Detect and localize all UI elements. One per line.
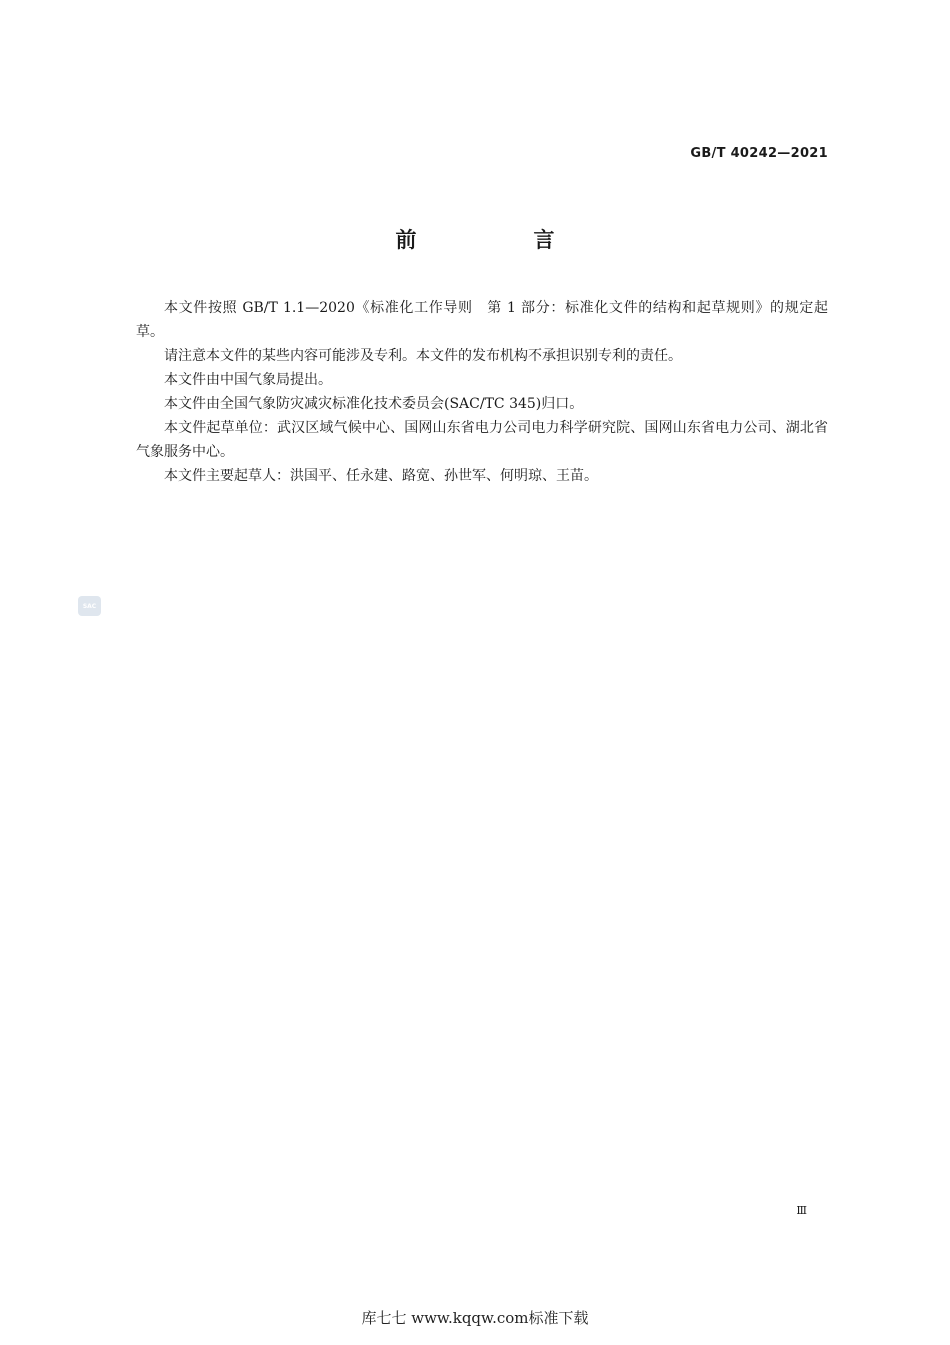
standard-code: GB/T 40242—2021	[690, 146, 828, 161]
sac-logo-watermark: SAC	[78, 596, 101, 616]
page-title: 前 言	[395, 228, 603, 252]
paragraph-drafting-units: 本文件起草单位：武汉区域气候中心、国网山东省电力公司电力科学研究院、国网山东省电力公司、湖北省气象服务中心。	[136, 420, 828, 460]
paragraph-proposer: 本文件由中国气象局提出。	[164, 372, 332, 388]
foreword-body	[136, 296, 828, 488]
paragraph-technical-committee: 本文件由全国气象防灾减灾标准化技术委员会(SAC/TC 345)归口。	[164, 396, 584, 412]
paragraph-drafters: 本文件主要起草人：洪国平、任永建、路宽、孙世军、何明琼、王苗。	[164, 468, 598, 484]
page-number: Ⅲ	[796, 1204, 807, 1217]
footer-download-text: 库七七 www.kqqw.com标准下载	[361, 1309, 589, 1327]
paragraph-drafting-rules: 本文件按照 GB/T 1.1—2020《标准化工作导则 第 1 部分：标准化文件的结构和起草规则》的规定起草。	[136, 300, 828, 340]
paragraph-patent-notice: 请注意本文件的某些内容可能涉及专利。本文件的发布机构不承担识别专利的责任。	[164, 348, 682, 364]
